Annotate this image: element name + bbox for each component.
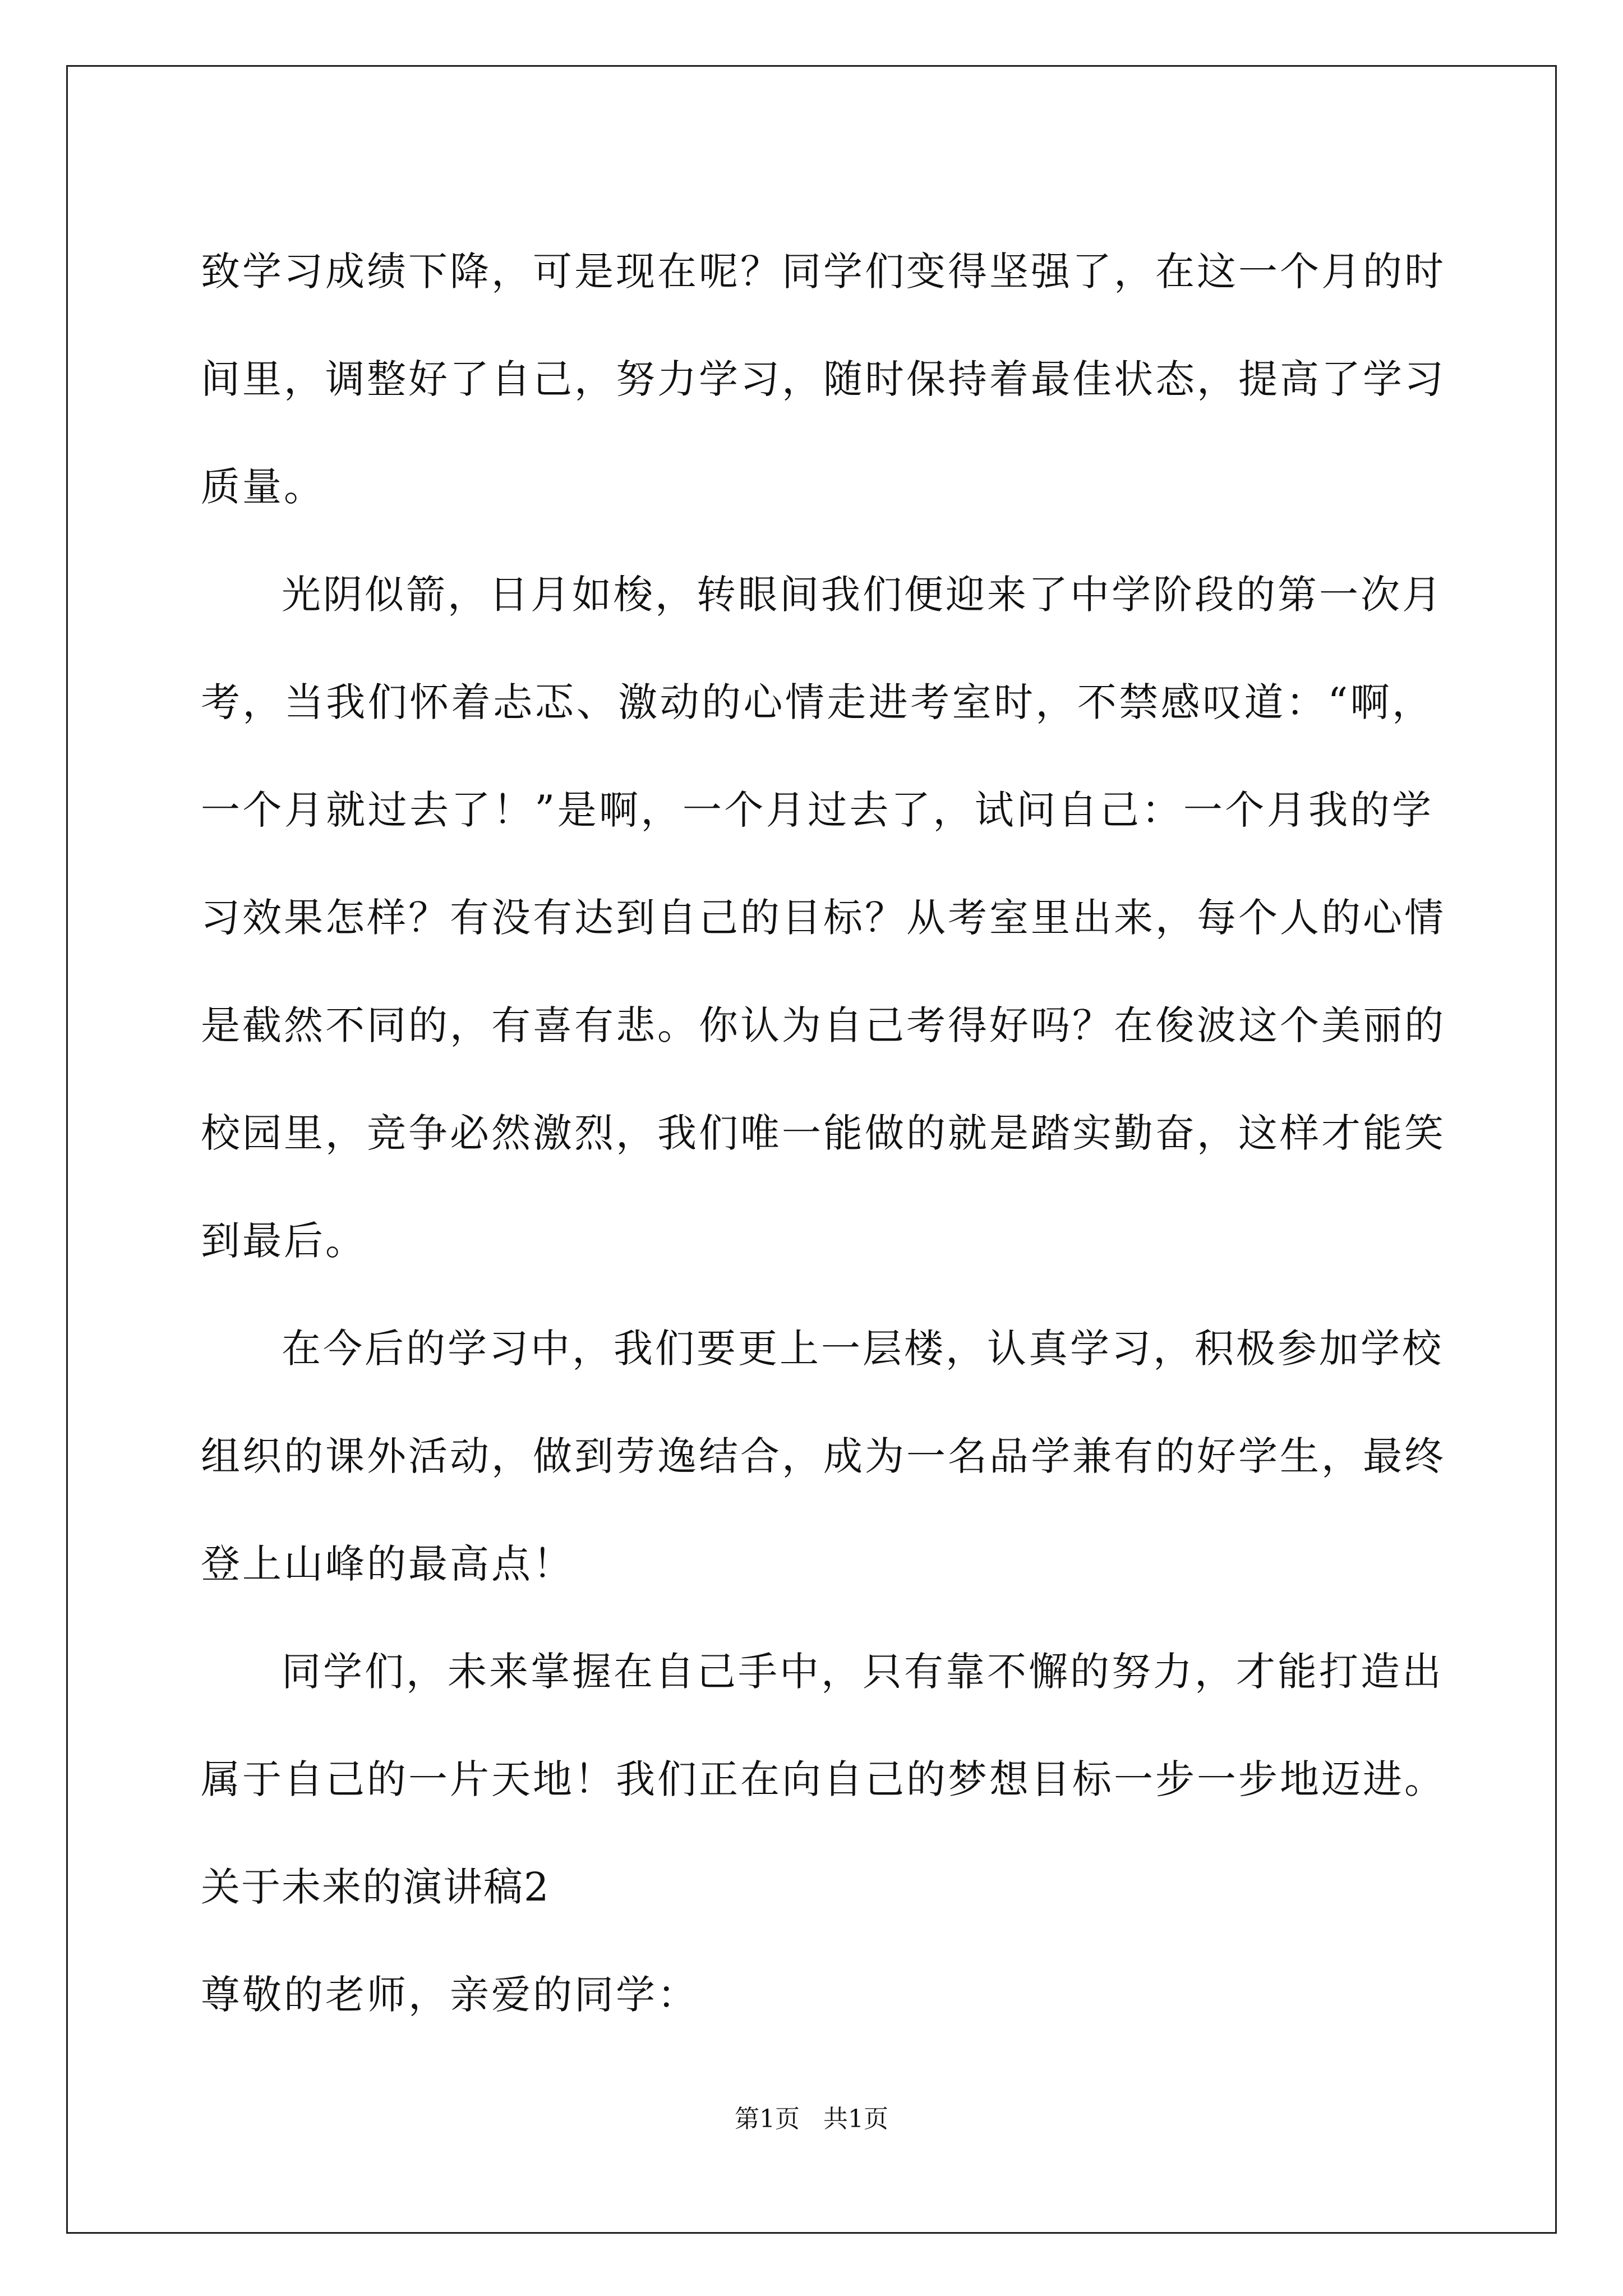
section-heading: 关于未来的演讲稿2: [201, 1864, 550, 1910]
paragraph-line: 光阴似箭，日月如梭，转眼间我们便迎来了中学阶段的第一次月: [282, 572, 1444, 618]
paragraph-line: 考，当我们怀着忐忑、激动的心情走进考室时，不禁感叹道：“啊，: [201, 679, 1433, 725]
paragraph-line: 组织的课外活动，做到劳逸结合，成为一名品学兼有的好学生，最终: [201, 1433, 1446, 1479]
paragraph-line: 属于自己的一片天地！我们正在向自己的梦想目标一步一步地迈进。: [201, 1756, 1446, 1802]
paragraph-line: 登上山峰的最高点！: [201, 1541, 574, 1587]
paragraph-line: 间里，调整好了自己，努力学习，随时保持着最佳状态，提高了学习: [201, 356, 1446, 402]
paragraph-line: 校园里，竞争必然激烈，我们唯一能做的就是踏实勤奋，这样才能笑: [201, 1110, 1446, 1156]
paragraph-line: 习效果怎样？有没有达到自己的目标？从考室里出来，每个人的心情: [201, 895, 1446, 941]
paragraph-line: 一个月就过去了！”是啊，一个月过去了，试问自己：一个月我的学: [201, 787, 1433, 833]
paragraph-line: 质量。: [201, 464, 325, 510]
document-body: [201, 218, 1446, 2049]
page-footer: 第1页 共1页: [735, 2105, 888, 2133]
paragraph-line: 到最后。: [201, 1218, 367, 1264]
paragraph-line: 在今后的学习中，我们要更上一层楼，认真学习，积极参加学校: [282, 1326, 1444, 1372]
paragraph-line: 是截然不同的，有喜有悲。你认为自己考得好吗？在俊波这个美丽的: [201, 1002, 1446, 1048]
paragraph-line: 致学习成绩下降，可是现在呢？同学们变得坚强了，在这一个月的时: [201, 249, 1446, 295]
paragraph-line: 同学们，未来掌握在自己手中，只有靠不懈的努力，才能打造出: [282, 1649, 1444, 1695]
salutation: 尊敬的老师，亲爱的同学：: [201, 1972, 699, 2018]
